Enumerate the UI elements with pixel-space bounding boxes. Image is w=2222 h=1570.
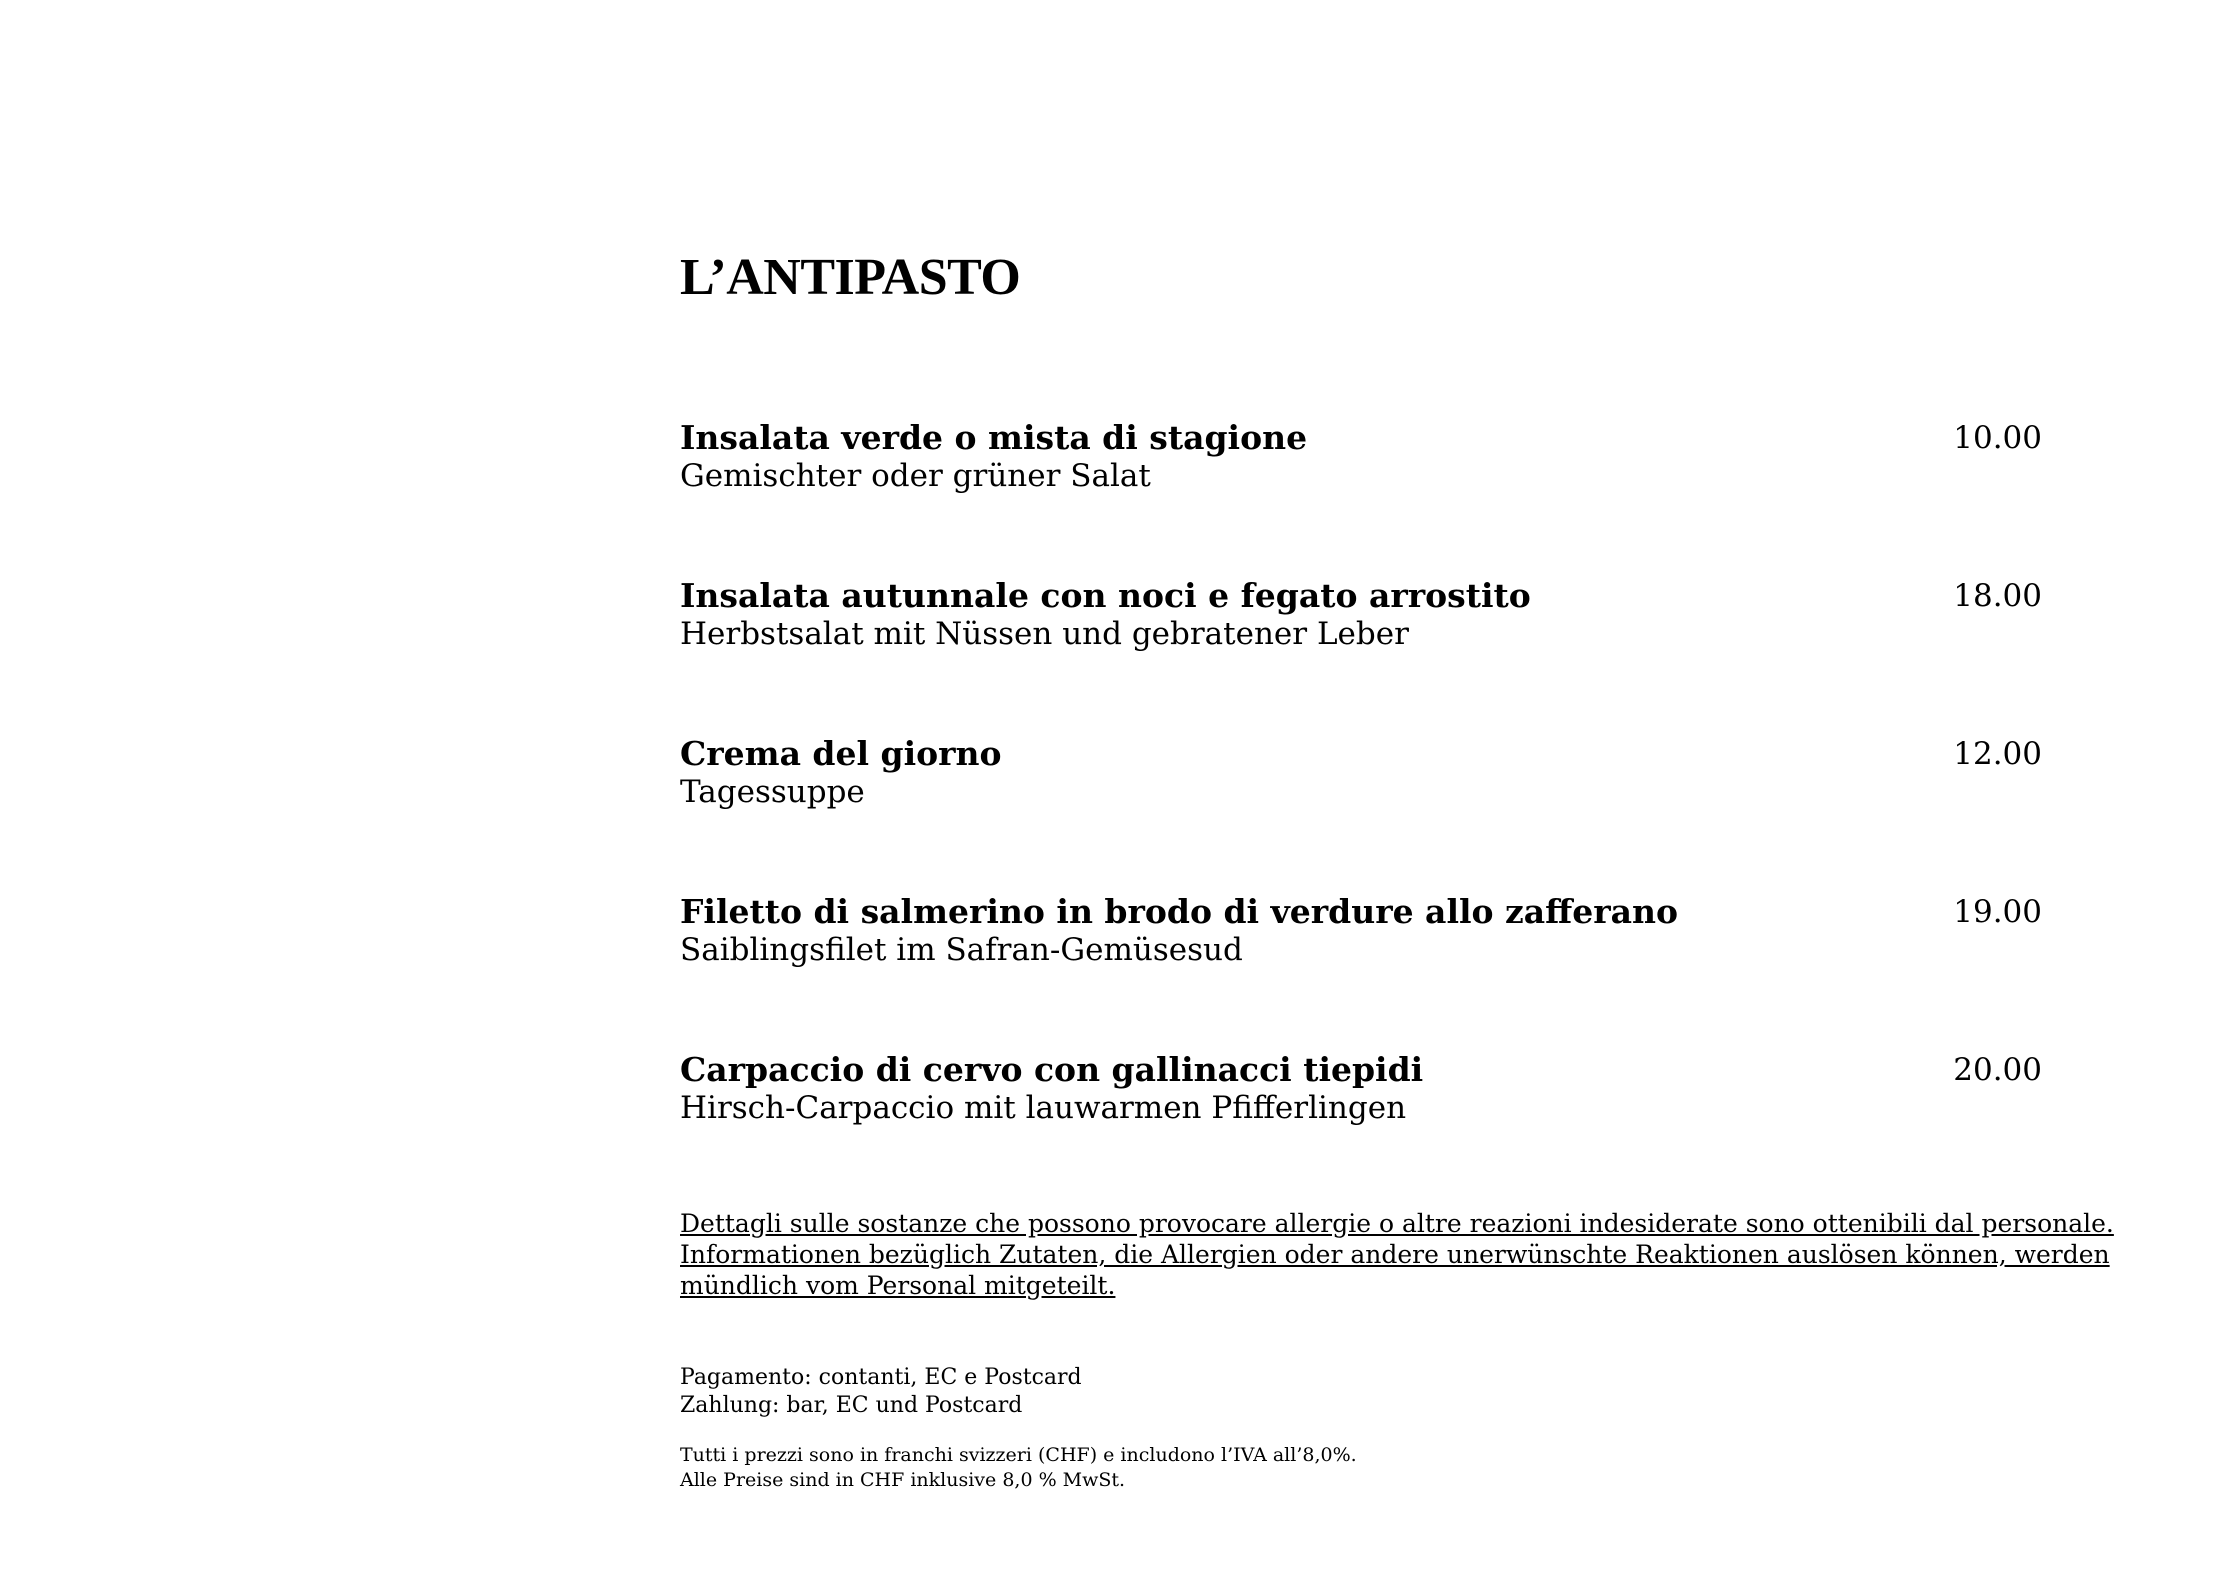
payment-info-german: Zahlung: bar, EC und Postcard (680, 1393, 1023, 1418)
menu-item-price: 19.00 (1953, 894, 2042, 930)
menu-item (680, 892, 2042, 1050)
menu-item-name: Insalata verde o mista di stagione (680, 418, 1308, 457)
menu-item-description: Herbstsalat mit Nüssen und gebratener Leber (680, 616, 1409, 652)
vat-notice-italian: Tutti i prezzi sono in franchi svizzeri (CHF) e includono l’IVA all’8,0%. (680, 1444, 1357, 1466)
menu-item-price: 18.00 (1953, 578, 2042, 614)
menu-item-price: 12.00 (1953, 736, 2042, 772)
menu-item-name: Insalata autunnale con noci e fegato arrostito (680, 576, 1531, 615)
vat-notice (680, 1443, 1357, 1493)
menu-item-list (680, 418, 2042, 1208)
menu-item (680, 576, 2042, 734)
menu-item (680, 734, 2042, 892)
menu-item-price: 10.00 (1953, 420, 2042, 456)
payment-info-italian: Pagamento: contanti, EC e Postcard (680, 1365, 1082, 1390)
menu-item-name: Filetto di salmerino in brodo di verdure allo zafferano (680, 892, 1678, 931)
menu-item-name: Crema del giorno (680, 734, 1002, 773)
vat-notice-german: Alle Preise sind in CHF inklusive 8,0 % MwSt. (680, 1469, 1126, 1491)
menu-item-description: Gemischter oder grüner Salat (680, 458, 1151, 494)
allergy-notice-german-line1: Informationen bezüglich Zutaten, die Allergien oder andere unerwünschte Reaktionen auslösen können, werden (680, 1240, 2110, 1269)
allergy-notice (680, 1208, 2114, 1301)
allergy-notice-italian: Dettagli sulle sostanze che possono provocare allergie o altre reazioni indesiderate sono ottenibili dal personale. (680, 1209, 2114, 1238)
allergy-notice-german-line2: mündlich vom Personal mitgeteilt. (680, 1271, 1116, 1300)
menu-item (680, 418, 2042, 576)
menu-item-price: 20.00 (1953, 1052, 2042, 1088)
menu-item-description: Saiblingsfilet im Safran-Gemüsesud (680, 932, 1243, 968)
menu-item-description: Tagessuppe (680, 774, 865, 810)
menu-item-description: Hirsch-Carpaccio mit lauwarmen Pfifferlingen (680, 1090, 1407, 1126)
payment-info (680, 1364, 1082, 1420)
menu-item (680, 1050, 2042, 1208)
menu-item-name: Carpaccio di cervo con gallinacci tiepidi (680, 1050, 1424, 1089)
menu-section-title: L’ANTIPASTO (680, 249, 1021, 306)
